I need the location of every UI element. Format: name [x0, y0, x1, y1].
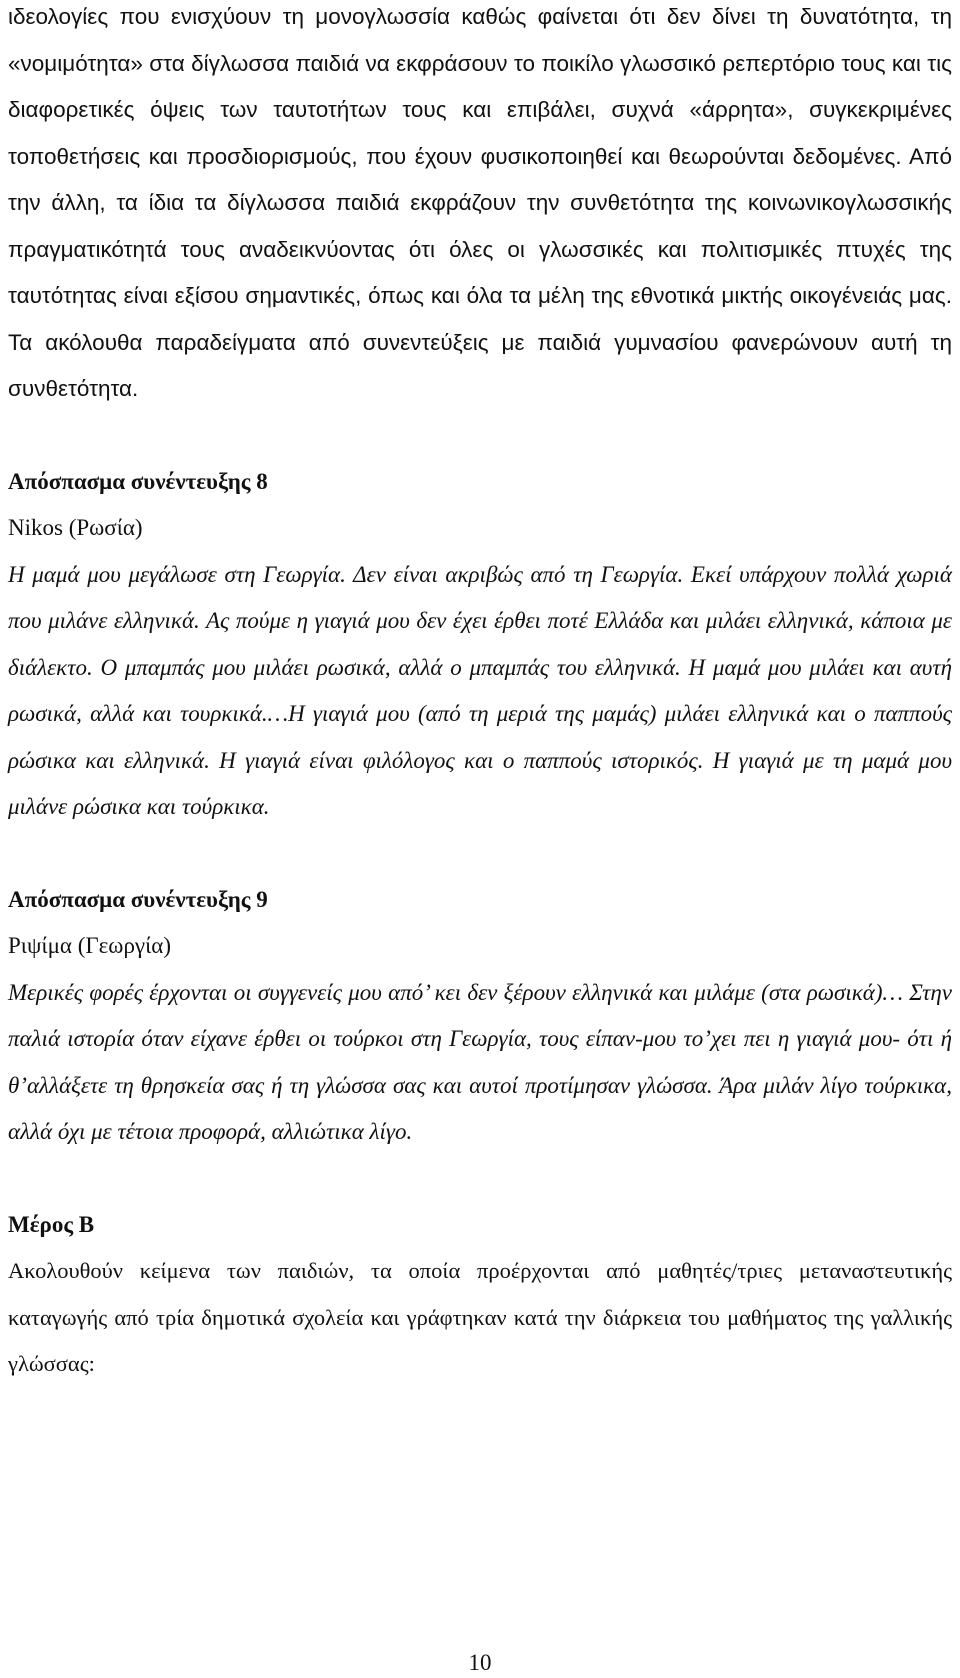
document-page: [8, 0, 952, 1388]
excerpt-8-heading: Απόσπασμα συνέντευξης 8: [8, 468, 268, 494]
page-number: 10: [468, 1650, 492, 1675]
excerpt-8-speaker: Nikos (Ρωσία): [8, 515, 143, 540]
interview-excerpt-8: [8, 459, 952, 831]
section-gap: [8, 413, 952, 459]
interview-excerpt-9: [8, 877, 952, 1156]
section-gap: [8, 1156, 952, 1202]
part-b-paragraph: Ακολουθούν κείμενα των παιδιών, τα οποία προέρχονται από μαθητές/τριες μεταναστευτικής καταγωγής από τρία δημοτικά σχολεία και γράφτηκαν κατά την διάρκεια του μαθήματος της γαλλικής γλώσσας:: [8, 1258, 952, 1376]
excerpt-9-speaker: Ριψίμα (Γεωργία): [8, 933, 171, 958]
section-gap: [8, 831, 952, 877]
part-b-section: [8, 1202, 952, 1388]
excerpt-9-heading: Απόσπασμα συνέντευξης 9: [8, 886, 268, 912]
excerpt-9-quote: Μερικές φορές έρχονται οι συγγενείς μου από’ κει δεν ξέρουν ελληνικά και μιλάμε (στα ρωσικά)… Στην παλιά ιστορία όταν είχανε έρθει οι τούρκοι στη Γεωργία, τους είπαν-μου το’χει πει η γιαγιά μου- ότι ή θ’αλλάξετε τη θρησκεία σας ή τη γλώσσα σας και αυτοί προτίμησαν γλώσσα. Άρα μιλάν λίγο τούρκικα, αλλά όχι με τέτοια προφορά, αλλιώτικα λίγο.: [8, 979, 952, 1144]
excerpt-8-quote: Η μαμά μου μεγάλωσε στη Γεωργία. Δεν είναι ακριβώς από τη Γεωργία. Εκεί υπάρχουν πολλά χωριά που μιλάνε ελληνικά. Ας πούμε η γιαγιά μου δεν έχει έρθει ποτέ Ελλάδα και μιλάει ελληνικά, κάποια με διάλεκτο. Ο μπαμπάς μου μιλάει ρωσικά, αλλά ο μπαμπάς του ελληνικά. Η μαμά μου μιλάει και αυτή ρωσικά, αλλά και τουρκικά.…Η γιαγιά μου (από τη μεριά της μαμάς) μιλάει ελληνικά και ο παππούς ρώσικα και ελληνικά. Η γιαγιά είναι φιλόλογος και ο παππούς ιστορικός. Η γιαγιά με τη μαμά μου μιλάνε ρώσικα και τούρκικα.: [8, 561, 952, 819]
part-b-heading: Μέρος Β: [8, 1211, 95, 1237]
intro-paragraph: ιδεολογίες που ενισχύουν τη μονογλωσσία καθώς φαίνεται ότι δεν δίνει τη δυνατότητα, τη «νομιμότητα» στα δίγλωσσα παιδιά να εκφράσουν το ποικίλο γλωσσικό ρεπερτόριο τους και τις διαφορετικές όψεις των ταυτοτήτων τους και επιβάλει, συχνά «άρρητα», συγκεκριμένες τοποθετήσεις και προσδιορισμούς, που έχουν φυσικοποιηθεί και θεωρούνται δεδομένες. Από την άλλη, τα ίδια τα δίγλωσσα παιδιά εκφράζουν την συνθετότητα της κοινωνικογλωσσικής πραγματικότητά τους αναδεικνύοντας ότι όλες οι γλωσσικές και πολιτισμικές πτυχές της ταυτότητας είναι εξίσου σημαντικές, όπως και όλα τα μέλη της εθνοτικά μικτής οικογένειάς μας. Τα ακόλουθα παραδείγματα από συνεντεύξεις με παιδιά γυμνασίου φανερώνουν αυτή τη συνθετότητα.: [8, 4, 952, 401]
